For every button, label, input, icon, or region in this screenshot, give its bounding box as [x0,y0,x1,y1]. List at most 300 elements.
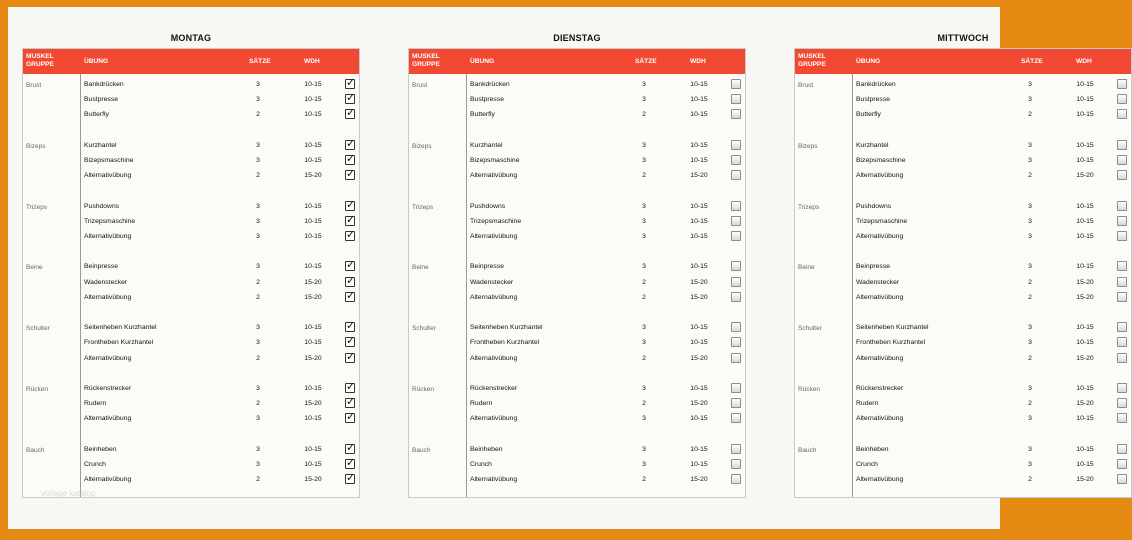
done-checkbox[interactable] [1117,459,1127,469]
done-checkbox[interactable] [731,261,741,271]
exercise-name: Seitenheben Kurzhantel [84,324,157,332]
done-checkbox[interactable] [345,322,355,332]
table-row [23,261,359,276]
reps-value: 10-15 [304,111,322,119]
table-row [23,413,359,428]
sets-value: 3 [642,157,646,164]
exercise-table [22,48,360,498]
reps-value: 15-20 [304,400,322,408]
reps-value: 10-15 [1076,81,1094,88]
reps-value: 15-20 [304,354,322,362]
muscle-group-label: Bizeps [26,142,46,150]
exercise-name: Bizepsmaschine [470,157,520,164]
done-checkbox[interactable] [731,216,741,226]
sets-value: 2 [1028,111,1032,119]
done-checkbox[interactable] [1117,444,1127,454]
table-row [409,337,745,352]
sets-value: 2 [1028,476,1032,484]
sets-value: 3 [256,339,260,347]
header-saetze: SÄTZE [249,58,271,65]
reps-value: 10-15 [1076,96,1094,104]
exercise-name: Seitenheben Kurzhantel [470,324,543,332]
exercise-name: Beinpresse [470,263,505,271]
done-checkbox[interactable] [345,155,355,165]
exercise-name: Frontheben Kurzhantel [84,339,154,347]
table-row [409,353,745,368]
table-row [795,140,1131,155]
done-checkbox[interactable] [345,413,355,423]
done-checkbox[interactable] [731,413,741,423]
reps-value: 15-20 [1076,278,1094,286]
muscle-group-label: Bizeps [412,142,432,150]
reps-value: 10-15 [690,233,708,240]
done-checkbox[interactable] [731,459,741,469]
header-wdh: WDH [304,58,320,65]
sets-value: 3 [256,233,260,240]
exercise-name: Bustpresse [470,96,505,104]
reps-value: 10-15 [690,217,708,225]
table-row [23,109,359,124]
done-checkbox[interactable] [731,170,741,180]
sets-value: 3 [256,96,260,104]
muscle-group-label: Schulter [798,325,822,333]
header-gruppe: GRUPPE [412,60,440,68]
sets-value: 3 [1028,233,1032,240]
sets-value: 2 [256,354,260,362]
exercise-name: Alternativübung [856,476,904,484]
done-checkbox[interactable] [1117,413,1127,423]
reps-value: 10-15 [690,324,708,332]
table-row [23,216,359,231]
muscle-group-label: Brust [412,82,428,89]
sets-value: 3 [256,263,260,271]
sets-value: 3 [256,217,260,225]
reps-value: 10-15 [304,96,322,104]
table-row [23,337,359,352]
muscle-group-label: Brust [26,82,42,89]
sets-value: 3 [1028,445,1032,453]
exercise-name: Bustpresse [856,96,891,104]
done-checkbox[interactable] [1117,353,1127,363]
exercise-name: Frontheben Kurzhantel [856,339,926,347]
done-checkbox[interactable] [731,383,741,393]
sets-value: 2 [256,476,260,484]
reps-value: 10-15 [1076,263,1094,271]
done-checkbox[interactable] [345,170,355,180]
table-row [795,216,1131,231]
done-checkbox[interactable] [731,155,741,165]
sets-value: 3 [256,324,260,332]
reps-value: 15-20 [304,278,322,286]
sets-value: 3 [1028,202,1032,210]
sets-value: 3 [1028,324,1032,332]
reps-value: 10-15 [1076,324,1094,332]
reps-value: 10-15 [1076,202,1094,210]
sets-value: 3 [1028,157,1032,164]
done-checkbox[interactable] [1117,170,1127,180]
table-row [23,383,359,398]
reps-value: 15-20 [690,400,708,408]
done-checkbox[interactable] [731,322,741,332]
done-checkbox[interactable] [345,231,355,241]
exercise-name: Trizepsmaschine [470,217,522,225]
exercise-name: Rückenstrecker [856,385,904,392]
reps-value: 10-15 [1076,217,1094,225]
reps-value: 10-15 [690,263,708,271]
done-checkbox[interactable] [1117,398,1127,408]
reps-value: 10-15 [690,461,708,468]
exercise-name: Bankdrücken [470,81,510,88]
done-checkbox[interactable] [345,140,355,150]
table-row [409,398,745,413]
done-checkbox[interactable] [731,337,741,347]
done-checkbox[interactable] [731,231,741,241]
exercise-name: Alternativübung [84,354,132,362]
reps-value: 15-20 [304,293,322,301]
muscle-group-label: Beine [26,264,43,272]
sets-value: 3 [256,81,260,88]
sets-value: 3 [1028,141,1032,149]
reps-value: 10-15 [690,339,708,347]
sets-value: 3 [642,81,646,88]
table-row [409,474,745,489]
muscle-group-label: Rücken [798,386,821,393]
exercise-name: Alternativübung [470,415,518,423]
exercise-name: Alternativübung [470,293,518,301]
exercise-name: Alternativübung [84,233,132,240]
header-wdh: WDH [1076,58,1092,65]
exercise-name: Alternativübung [856,293,904,301]
exercise-table [794,48,1132,498]
muscle-group-label: Bauch [26,446,45,454]
done-checkbox[interactable] [1117,216,1127,226]
table-row [23,353,359,368]
header-uebung: ÜBUNG [470,58,495,65]
done-checkbox[interactable] [731,140,741,150]
sets-value: 2 [256,278,260,286]
done-checkbox[interactable] [1117,322,1127,332]
reps-value: 10-15 [1076,233,1094,240]
table-row [23,459,359,474]
sets-value: 2 [642,111,646,119]
done-checkbox[interactable] [345,79,355,89]
done-checkbox[interactable] [345,459,355,469]
table-row [795,79,1131,94]
exercise-name: Crunch [84,461,106,468]
sets-value: 3 [1028,415,1032,423]
table-row [409,140,745,155]
done-checkbox[interactable] [731,353,741,363]
reps-value: 10-15 [304,461,322,468]
muscle-group-label: Trizeps [798,203,820,211]
exercise-name: Pushdowns [470,202,506,210]
exercise-name: Alternativübung [84,476,132,484]
table-row [23,201,359,216]
sets-value: 3 [256,157,260,164]
reps-value: 10-15 [304,217,322,225]
table-row [409,79,745,94]
sets-value: 3 [1028,217,1032,225]
reps-value: 10-15 [690,385,708,392]
reps-value: 10-15 [1076,385,1094,392]
sets-value: 2 [1028,172,1032,180]
workout-plan-page [8,7,1094,529]
done-checkbox[interactable] [345,277,355,287]
done-checkbox[interactable] [1117,79,1127,89]
reps-value: 10-15 [690,445,708,453]
exercise-name: Rudern [856,400,879,408]
table-header [23,49,359,74]
reps-value: 15-20 [304,476,322,484]
sets-value: 3 [642,96,646,104]
reps-value: 15-20 [1076,400,1094,408]
muscle-group-label: Rücken [26,386,49,393]
exercise-name: Beinheben [84,445,117,453]
reps-value: 10-15 [690,96,708,104]
exercise-name: Pushdowns [84,202,120,210]
reps-value: 10-15 [304,141,322,149]
table-row [795,322,1131,337]
table-row [409,413,745,428]
reps-value: 10-15 [1076,157,1094,164]
reps-value: 10-15 [1076,339,1094,347]
reps-value: 10-15 [304,339,322,347]
reps-value: 10-15 [690,415,708,423]
exercise-name: Crunch [856,461,878,468]
table-row [409,322,745,337]
done-checkbox[interactable] [731,398,741,408]
sets-value: 2 [256,172,260,180]
table-row [795,109,1131,124]
table-row [23,322,359,337]
table-row [23,277,359,292]
header-muskel: MUSKEL [798,53,826,60]
muscle-group-label: Trizeps [26,203,48,211]
sets-value: 3 [1028,385,1032,392]
reps-value: 15-20 [304,172,322,180]
done-checkbox[interactable] [1117,140,1127,150]
table-row [23,444,359,459]
table-row [795,383,1131,398]
header-wdh: WDH [690,58,706,65]
table-row [409,277,745,292]
sets-value: 3 [1028,81,1032,88]
table-row [409,261,745,276]
done-checkbox[interactable] [731,109,741,119]
muscle-group-label: Bauch [412,446,431,454]
header-uebung: ÜBUNG [856,58,881,65]
done-checkbox[interactable] [731,444,741,454]
reps-value: 10-15 [304,324,322,332]
sets-value: 3 [642,445,646,453]
header-muskel: MUSKEL [412,53,440,60]
exercise-name: Bizepsmaschine [84,157,134,164]
exercise-name: Alternativübung [84,415,132,423]
table-row [409,94,745,109]
sets-value: 3 [642,202,646,210]
table-row [795,474,1131,489]
done-checkbox[interactable] [345,292,355,302]
sets-value: 2 [256,400,260,408]
muscle-group-label: Beine [798,264,815,272]
table-row [409,383,745,398]
done-checkbox[interactable] [1117,292,1127,302]
done-checkbox[interactable] [1117,109,1127,119]
exercise-name: Alternativübung [856,354,904,362]
reps-value: 15-20 [1076,293,1094,301]
done-checkbox[interactable] [1117,155,1127,165]
table-row [795,155,1131,170]
exercise-table [408,48,746,498]
sets-value: 2 [642,293,646,301]
reps-value: 15-20 [690,293,708,301]
sets-value: 3 [642,461,646,468]
sets-value: 2 [1028,400,1032,408]
exercise-name: Rudern [84,400,107,408]
table-row [409,292,745,307]
muscle-group-label: Schulter [412,325,436,333]
reps-value: 10-15 [1076,445,1094,453]
table-row [23,292,359,307]
table-header [409,49,745,74]
table-row [409,444,745,459]
day-title: MONTAG [170,33,212,43]
reps-value: 10-15 [1076,461,1094,468]
table-row [409,459,745,474]
done-checkbox[interactable] [345,353,355,363]
reps-value: 10-15 [304,81,322,88]
done-checkbox[interactable] [1117,277,1127,287]
exercise-name: Beinpresse [84,263,119,271]
exercise-name: Alternativübung [856,415,904,423]
header-muskelgruppe [798,53,826,68]
table-row [795,261,1131,276]
header-uebung: ÜBUNG [84,58,109,65]
exercise-name: Bankdrücken [84,81,124,88]
muscle-group-label: Bizeps [798,142,818,150]
done-checkbox[interactable] [345,94,355,104]
table-row [23,398,359,413]
done-checkbox[interactable] [1117,261,1127,271]
muscle-group-label: Schulter [26,325,50,333]
exercise-name: Frontheben Kurzhantel [470,339,540,347]
table-row [795,459,1131,474]
exercise-name: Butterfly [84,111,109,119]
table-row [23,94,359,109]
sets-value: 3 [256,202,260,210]
sets-value: 3 [256,445,260,453]
done-checkbox[interactable] [345,474,355,484]
exercise-name: Butterfly [470,111,495,119]
done-checkbox[interactable] [345,201,355,211]
table-row [23,140,359,155]
header-muskelgruppe [412,53,440,68]
done-checkbox[interactable] [345,261,355,271]
header-gruppe: GRUPPE [26,60,54,68]
done-checkbox[interactable] [1117,337,1127,347]
reps-value: 15-20 [1076,354,1094,362]
exercise-name: Beinpresse [856,263,891,271]
reps-value: 10-15 [304,233,322,240]
muscle-group-label: Bauch [798,446,817,454]
sets-value: 3 [642,141,646,149]
sets-value: 2 [1028,293,1032,301]
day-title: MITTWOCH [937,33,989,43]
done-checkbox[interactable] [1117,231,1127,241]
header-saetze: SÄTZE [1021,58,1043,65]
reps-value: 10-15 [304,445,322,453]
exercise-name: Alternativübung [84,293,132,301]
done-checkbox[interactable] [731,94,741,104]
done-checkbox[interactable] [345,444,355,454]
sets-value: 2 [642,476,646,484]
day-title: DIENSTAG [553,33,601,43]
sets-value: 3 [642,263,646,271]
table-row [795,170,1131,185]
table-row [23,79,359,94]
table-row [795,94,1131,109]
sets-value: 2 [256,111,260,119]
sets-value: 3 [1028,263,1032,271]
done-checkbox[interactable] [345,109,355,119]
done-checkbox[interactable] [345,337,355,347]
reps-value: 15-20 [690,476,708,484]
table-row [409,201,745,216]
table-row [409,231,745,246]
exercise-name: Trizepsmaschine [856,217,908,225]
done-checkbox[interactable] [1117,383,1127,393]
done-checkbox[interactable] [731,201,741,211]
done-checkbox[interactable] [345,216,355,226]
table-row [409,109,745,124]
sets-value: 2 [642,278,646,286]
reps-value: 10-15 [304,263,322,271]
done-checkbox[interactable] [1117,201,1127,211]
done-checkbox[interactable] [731,474,741,484]
done-checkbox[interactable] [1117,474,1127,484]
done-checkbox[interactable] [731,292,741,302]
reps-value: 10-15 [690,81,708,88]
exercise-name: Kurzhantel [84,141,117,149]
done-checkbox[interactable] [731,277,741,287]
done-checkbox[interactable] [345,398,355,408]
sets-value: 3 [642,217,646,225]
muscle-group-label: Trizeps [412,203,434,211]
exercise-name: Kurzhantel [856,141,889,149]
table-row [409,170,745,185]
table-row [795,337,1131,352]
sets-value: 3 [256,141,260,149]
done-checkbox[interactable] [345,383,355,393]
exercise-name: Wadenstecker [856,278,900,286]
sets-value: 2 [642,354,646,362]
reps-value: 15-20 [1076,476,1094,484]
reps-value: 10-15 [690,157,708,164]
reps-value: 10-15 [304,202,322,210]
table-row [23,170,359,185]
exercise-name: Trizepsmaschine [84,217,136,225]
exercise-name: Alternativübung [470,476,518,484]
sets-value: 2 [642,400,646,408]
done-checkbox[interactable] [731,79,741,89]
done-checkbox[interactable] [1117,94,1127,104]
table-row [23,474,359,489]
exercise-name: Bankdrücken [856,81,896,88]
header-muskel: MUSKEL [26,53,54,60]
reps-value: 10-15 [304,385,322,392]
sets-value: 3 [642,233,646,240]
table-row [795,231,1131,246]
